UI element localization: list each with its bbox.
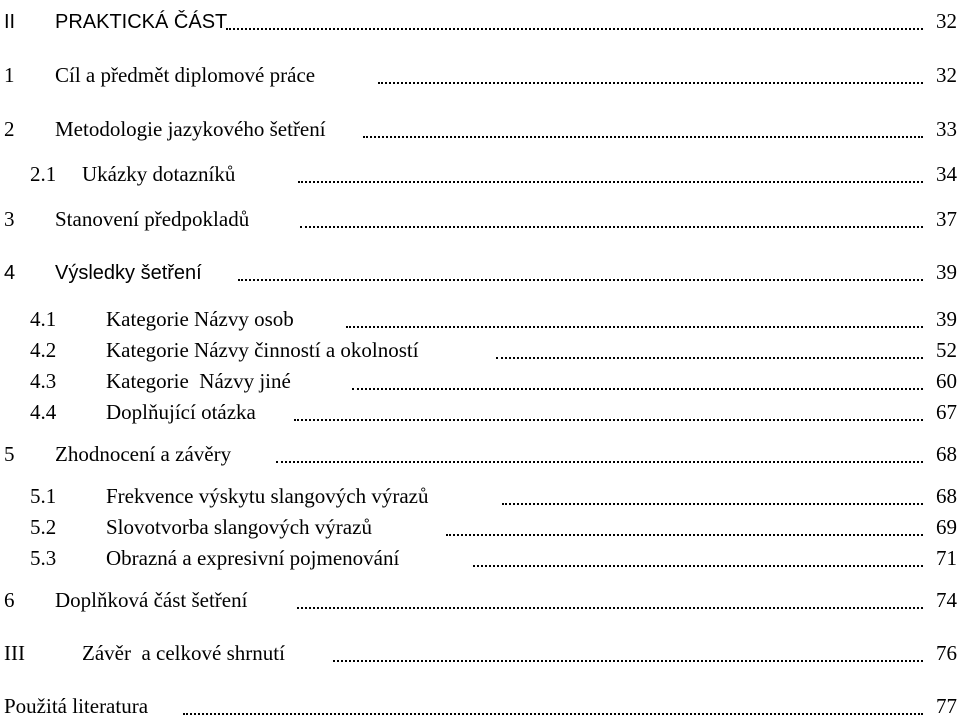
toc-entry-title: Doplňující otázka: [106, 400, 256, 424]
toc-entry-number: 4.1: [30, 307, 57, 331]
toc-entry-5-2[interactable]: [0, 510, 957, 540]
toc-entry-title: Výsledky šetření: [55, 262, 202, 284]
toc-entry-page: 39: [936, 307, 957, 331]
toc-entry-title: Stanovení předpokladů: [55, 207, 250, 231]
toc-entry-1[interactable]: [0, 58, 957, 88]
toc-dot-leader: [238, 279, 923, 281]
toc-entry-page: 33: [936, 117, 957, 141]
toc-entry-part-ii[interactable]: [0, 4, 957, 34]
toc-dot-leader: [496, 357, 923, 359]
toc-entry-number: 2: [4, 117, 15, 141]
toc-entry-number: 3: [4, 207, 15, 231]
toc-entry-number: III: [4, 641, 25, 665]
toc-dot-leader: [346, 326, 923, 328]
toc-entry-4[interactable]: [0, 255, 957, 285]
toc-entry-title: Zhodnocení a závěry: [55, 442, 232, 466]
toc-entry-title: Slovotvorba slangových výrazů: [106, 515, 372, 539]
toc-entry-page: 37: [936, 207, 957, 231]
toc-entry-page: 71: [936, 546, 957, 570]
toc-entry-title: Frekvence výskytu slangových výrazů: [106, 484, 429, 508]
toc-entry-3[interactable]: [0, 202, 957, 232]
toc-entry-number: 4.3: [30, 369, 57, 393]
toc-entry-page: 68: [936, 442, 957, 466]
toc-dot-leader: [333, 660, 923, 662]
toc-entry-page: 68: [936, 484, 957, 508]
toc-entry-number: 2.1: [30, 162, 57, 186]
toc-entry-bibliography[interactable]: [0, 689, 957, 719]
toc-entry-page: 76: [936, 641, 957, 665]
toc-entry-number: 6: [4, 588, 15, 612]
toc-dot-leader: [300, 226, 923, 228]
toc-entry-page: 32: [936, 63, 957, 87]
toc-entry-title: Ukázky dotazníků: [82, 162, 236, 186]
toc-entry-number: 4.2: [30, 338, 57, 362]
toc-dot-leader: [378, 82, 923, 84]
toc-dot-leader: [352, 388, 923, 390]
toc-entry-title: Kategorie Názvy osob: [106, 307, 294, 331]
toc-entry-number: II: [4, 11, 16, 33]
toc-entry-page: 34: [936, 162, 957, 186]
toc-entry-number: 4.4: [30, 400, 57, 424]
toc-entry-number: 4: [4, 262, 16, 284]
toc-entry-page: 39: [936, 260, 957, 284]
toc-entry-5-3[interactable]: [0, 541, 957, 571]
toc-entry-title: Metodologie jazykového šetření: [55, 117, 326, 141]
toc-dot-leader: [183, 713, 923, 715]
toc-entry-page: 69: [936, 515, 957, 539]
toc-dot-leader: [473, 565, 923, 567]
toc-entry-number: 5.1: [30, 484, 57, 508]
toc-entry-title: Závěr a celkové shrnutí: [82, 641, 285, 665]
toc-dot-leader: [294, 419, 923, 421]
toc-entry-4-2[interactable]: [0, 333, 957, 363]
toc-entry-title: Doplňková část šetření: [55, 588, 248, 612]
toc-entry-title: Kategorie Názvy jiné: [106, 369, 291, 393]
toc-dot-leader: [297, 607, 923, 609]
toc-entry-title: PRAKTICKÁ ČÁST: [55, 11, 228, 33]
toc-entry-page: 60: [936, 369, 957, 393]
toc-entry-title: Kategorie Názvy činností a okolností: [106, 338, 419, 362]
toc-entry-2[interactable]: [0, 112, 957, 142]
toc-entry-number: 5.3: [30, 546, 57, 570]
toc-entry-title: Obrazná a expresivní pojmenování: [106, 546, 400, 570]
toc-dot-leader: [276, 461, 923, 463]
toc-entry-4-1[interactable]: [0, 302, 957, 332]
toc-entry-5-1[interactable]: [0, 479, 957, 509]
toc-dot-leader: [363, 136, 923, 138]
toc-entry-4-4[interactable]: [0, 395, 957, 425]
toc-entry-page: 74: [936, 588, 957, 612]
toc-dot-leader: [226, 28, 923, 30]
toc-entry-page: 77: [936, 694, 957, 718]
toc-entry-part-iii[interactable]: [0, 636, 957, 666]
toc-entry-4-3[interactable]: [0, 364, 957, 394]
toc-entry-title: Cíl a předmět diplomové práce: [55, 63, 316, 87]
toc-entry-page: 32: [936, 9, 957, 33]
toc-dot-leader: [502, 503, 923, 505]
toc-entry-page: 67: [936, 400, 957, 424]
toc-entry-title: Použitá literatura: [4, 694, 149, 718]
toc-entry-number: 5: [4, 442, 15, 466]
toc-entry-number: 1: [4, 63, 15, 87]
toc-dot-leader: [446, 534, 923, 536]
toc-entry-2-1[interactable]: [0, 157, 957, 187]
toc-entry-6[interactable]: [0, 583, 957, 613]
toc-dot-leader: [298, 181, 923, 183]
toc-entry-5[interactable]: [0, 437, 957, 467]
toc-entry-number: 5.2: [30, 515, 57, 539]
toc-entry-page: 52: [936, 338, 957, 362]
